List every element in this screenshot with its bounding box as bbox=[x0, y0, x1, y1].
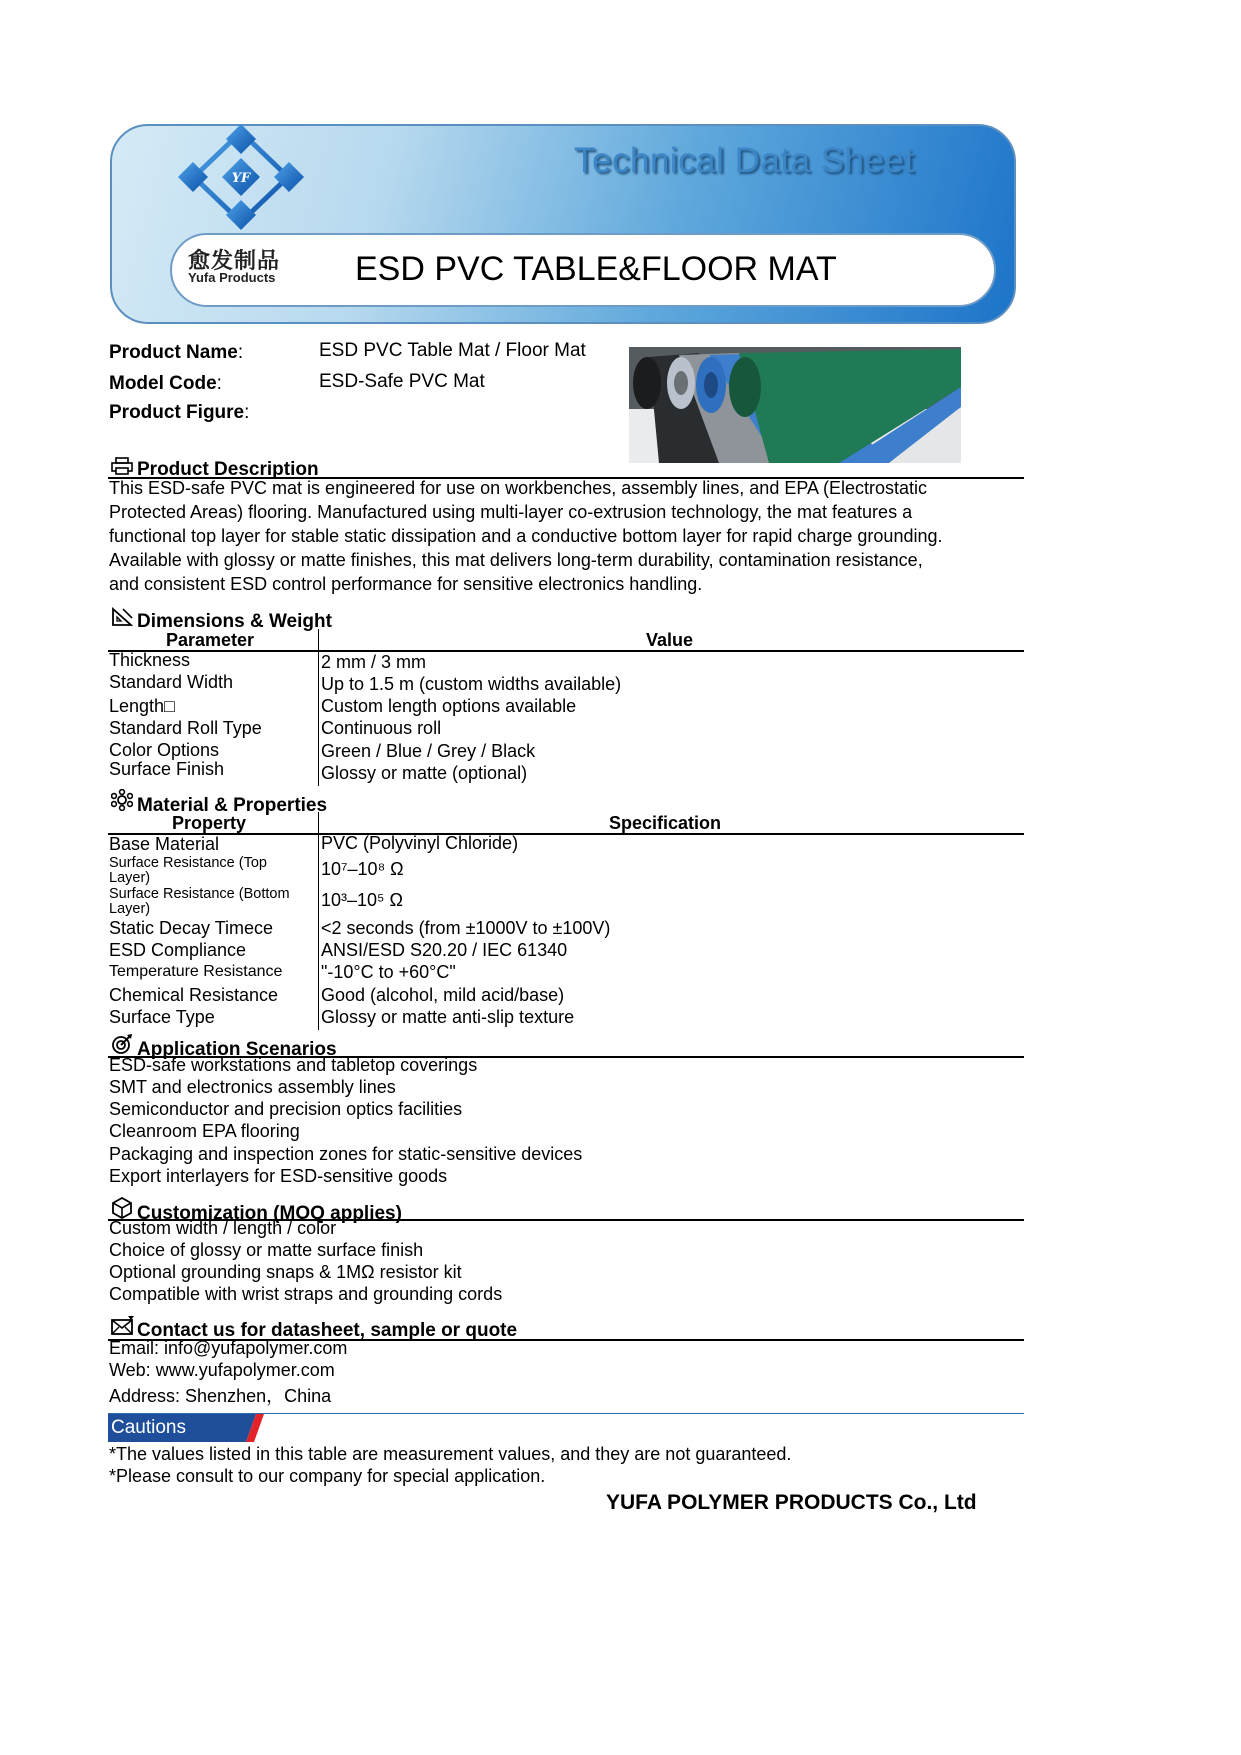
table-cell: Temperature Resistance bbox=[109, 963, 283, 980]
list-item: Packaging and inspection zones for static-sensitive devices bbox=[109, 1144, 583, 1164]
table-cell: Surface Resistance (Top Layer) bbox=[109, 856, 267, 886]
table-cell: 10⁷–10⁸ Ω bbox=[321, 859, 404, 879]
table-cell: ANSI/ESD S20.20 / IEC 61340 bbox=[321, 940, 568, 960]
table-cell: Standard Roll Type bbox=[109, 718, 262, 738]
model-code-value: ESD-Safe PVC Mat bbox=[319, 371, 485, 392]
table-header-divider bbox=[108, 833, 1024, 835]
section-title-description: Product Description bbox=[111, 457, 319, 481]
molecule-icon bbox=[111, 789, 137, 817]
table-cell: Static Decay Timece bbox=[109, 918, 274, 938]
table-cell: Surface Resistance (Bottom Layer) bbox=[109, 887, 290, 917]
product-name-label: Product Name: bbox=[109, 342, 244, 363]
list-item: Choice of glossy or matte surface finish bbox=[109, 1240, 424, 1260]
list-item: ESD-safe workstations and tabletop coverings bbox=[109, 1055, 478, 1075]
table-cell: Chemical Resistance bbox=[109, 985, 279, 1005]
document-title: ESD PVC TABLE&FLOOR MAT bbox=[355, 250, 837, 288]
list-item: Optional grounding snaps & 1MΩ resistor kit bbox=[109, 1262, 462, 1282]
table-cell: Glossy or matte anti-slip texture bbox=[321, 1007, 575, 1027]
table-cell: Green / Blue / Grey / Black bbox=[321, 741, 536, 761]
section-title-customization: Customization (MOQ applies) bbox=[111, 1197, 402, 1225]
table-cell: Base Material bbox=[109, 834, 220, 854]
table-header-value: Value bbox=[646, 630, 694, 650]
description-paragraph: This ESD-safe PVC mat is engineered for use on workbenches, assembly lines, and EPA (Electrostatic Protected Areas) flooring. Manufactured using multi-layer co-extrusion technology, the mat features a functional top layer for stable static dissipation and a conductive bottom layer for rapid charge grounding. Available with glossy or matte finishes, this mat delivers long-term durability, contamination resistance, and consistent ESD control performance for sensitive electronics handling. bbox=[109, 478, 943, 594]
logo-mark-text: YF bbox=[231, 171, 251, 186]
table-cell: "-10°C to +60°C" bbox=[321, 962, 456, 982]
table-cell: PVC (Polyvinyl Chloride) bbox=[321, 833, 519, 853]
list-item: Cleanroom EPA flooring bbox=[109, 1121, 300, 1141]
table-cell: Continuous roll bbox=[321, 718, 442, 738]
caution-note: *The values listed in this table are measurement values, and they are not guaranteed. bbox=[109, 1444, 792, 1464]
table-cell: Surface Type bbox=[109, 1007, 215, 1027]
table-column-divider bbox=[318, 629, 319, 786]
table-cell: 2 mm / 3 mm bbox=[321, 652, 427, 672]
company-name: YUFA POLYMER PRODUCTS Co., Ltd bbox=[606, 1491, 977, 1514]
table-cell: 10³–10⁵ Ω bbox=[321, 890, 403, 910]
table-cell: Length□ bbox=[109, 696, 175, 716]
contact-address: Address: Shenzhen，China bbox=[109, 1386, 332, 1406]
table-cell: Thickness bbox=[109, 650, 191, 670]
list-item: SMT and electronics assembly lines bbox=[109, 1077, 396, 1097]
list-item: Custom width / length / color bbox=[109, 1218, 337, 1238]
section-title-contact: Contact us for datasheet, sample or quote bbox=[111, 1316, 517, 1342]
section-title-applications: Application Scenarios bbox=[111, 1033, 337, 1061]
list-item: Compatible with wrist straps and grounding cords bbox=[109, 1284, 503, 1304]
list-item: Semiconductor and precision optics facilities bbox=[109, 1099, 463, 1119]
logo-english-name: Yufa Products bbox=[188, 270, 276, 285]
table-cell: Good (alcohol, mild acid/base) bbox=[321, 985, 565, 1005]
table-cell: <2 seconds (from ±1000V to ±100V) bbox=[321, 918, 611, 938]
table-cell: Color Options bbox=[109, 740, 220, 760]
table-cell: Custom length options available bbox=[321, 696, 577, 716]
section-title-material: Material & Properties bbox=[111, 789, 327, 817]
table-header-property: Property bbox=[172, 813, 247, 833]
list-item: Export interlayers for ESD-sensitive goods bbox=[109, 1166, 448, 1186]
contact-email[interactable]: Email: info@yufapolymer.com bbox=[109, 1338, 348, 1358]
company-logo-icon bbox=[178, 124, 304, 230]
section-title-dimensions: Dimensions & Weight bbox=[111, 607, 332, 633]
banner-title: Technical Data Sheet bbox=[574, 141, 915, 180]
table-header-parameter: Parameter bbox=[166, 630, 255, 650]
table-column-divider bbox=[318, 812, 319, 1030]
table-cell: Up to 1.5 m (custom widths available) bbox=[321, 674, 622, 694]
product-photo bbox=[629, 347, 961, 463]
table-cell: Standard Width bbox=[109, 672, 234, 692]
product-name-value: ESD PVC Table Mat / Floor Mat bbox=[319, 340, 586, 361]
model-code-label: Model Code: bbox=[109, 373, 222, 394]
table-cell: Glossy or matte (optional) bbox=[321, 763, 528, 783]
contact-web[interactable]: Web: www.yufapolymer.com bbox=[109, 1360, 335, 1380]
ruler-triangle-icon bbox=[111, 607, 137, 633]
product-figure-label: Product Figure: bbox=[109, 402, 250, 423]
caution-note: *Please consult to our company for special application. bbox=[109, 1466, 546, 1486]
table-cell: Surface Finish bbox=[109, 759, 225, 779]
table-header-divider bbox=[108, 650, 1024, 652]
cautions-label: Cautions bbox=[111, 1417, 186, 1438]
table-header-specification: Specification bbox=[609, 813, 722, 833]
table-cell: ESD Compliance bbox=[109, 940, 247, 960]
logo-chinese-name: 愈发制品 bbox=[188, 249, 281, 274]
